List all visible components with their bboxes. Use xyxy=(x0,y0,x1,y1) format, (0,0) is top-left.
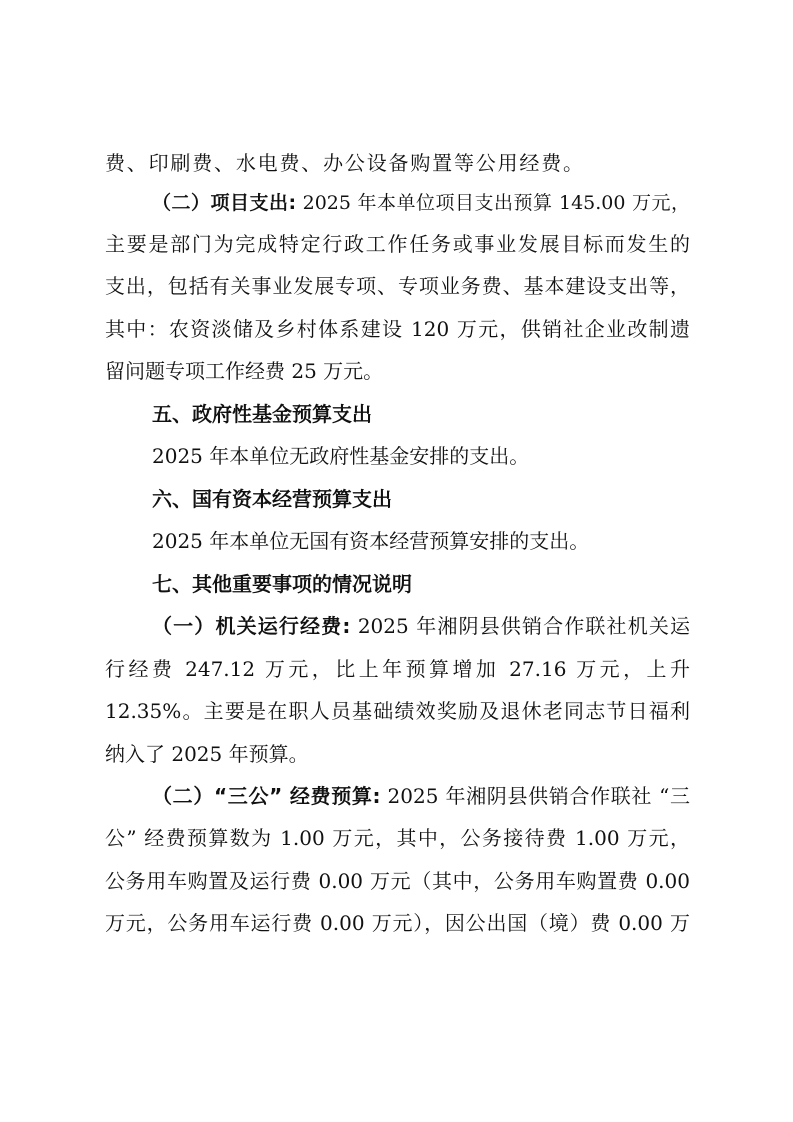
paragraph-line xyxy=(105,649,690,689)
paragraph-line xyxy=(152,521,612,561)
paragraph-line xyxy=(105,691,690,731)
body-text: 纳入了 2025 年预算。 xyxy=(105,742,309,766)
section-lead: （二）项目支出: xyxy=(152,192,297,214)
body-text: 2025 年本单位无国有资本经营预算安排的支出。 xyxy=(152,529,590,553)
heading-text: 六、国有资本经营预算支出 xyxy=(152,487,392,511)
paragraph-line xyxy=(105,224,690,264)
paragraph-line xyxy=(105,143,583,183)
body-text: 公务用车购置及运行费 0.00 万元（其中，公务用车购置费 0.00 xyxy=(105,869,690,893)
body-text: 2025 年本单位无政府性基金安排的支出。 xyxy=(152,444,530,468)
body-text: 其中：农资淡储及乡村体系建设 120 万元，供销社企业改制遗 xyxy=(105,317,690,341)
body-text: 12.35%。主要是在职人员基础绩效奖励及退休老同志节日福利 xyxy=(105,699,690,723)
body-text: 2025 年湘阴县供销合作联社 “三 xyxy=(380,784,690,808)
paragraph-line xyxy=(152,776,690,816)
paragraph-line xyxy=(152,436,572,476)
heading-text: 七、其他重要事项的情况说明 xyxy=(152,572,412,596)
paragraph-line xyxy=(105,309,690,349)
body-text: 2025 年本单位项目支出预算 145.00 万元， xyxy=(296,192,690,214)
paragraph-line xyxy=(152,183,690,223)
section-heading xyxy=(152,479,452,519)
body-text: 2025 年湘阴县供销合作联社机关运 xyxy=(350,614,690,638)
paragraph-line xyxy=(105,903,690,943)
body-text: 主要是部门为完成特定行政工作任务或事业发展目标而发生的 xyxy=(105,232,690,256)
paragraph-line xyxy=(105,734,405,774)
body-text: 费、印刷费、水电费、办公设备购置等公用经费。 xyxy=(105,151,583,175)
section-lead: （一）机关运行经费: xyxy=(152,614,351,638)
heading-text: 五、政府性基金预算支出 xyxy=(152,402,372,426)
body-text: 留问题专项工作经费 25 万元。 xyxy=(105,359,384,383)
paragraph-line xyxy=(105,351,405,391)
body-text: 公” 经费预算数为 1.00 万元，其中，公务接待费 1.00 万元， xyxy=(105,826,690,850)
section-heading xyxy=(152,564,472,604)
body-text: 支出，包括有关事业发展专项、专项业务费、基本建设支出等， xyxy=(105,274,690,298)
section-lead: （二）“三公” 经费预算: xyxy=(152,784,381,808)
body-text: 万元，公务用车运行费 0.00 万元），因公出国（境）费 0.00 万 xyxy=(105,911,690,935)
paragraph-line xyxy=(152,606,690,646)
paragraph-line xyxy=(105,818,690,858)
paragraph-line xyxy=(105,266,690,306)
section-heading xyxy=(152,394,452,434)
paragraph-line xyxy=(105,861,690,901)
body-text: 行经费 247.12 万元，比上年预算增加 27.16 万元，上升 xyxy=(105,657,690,681)
